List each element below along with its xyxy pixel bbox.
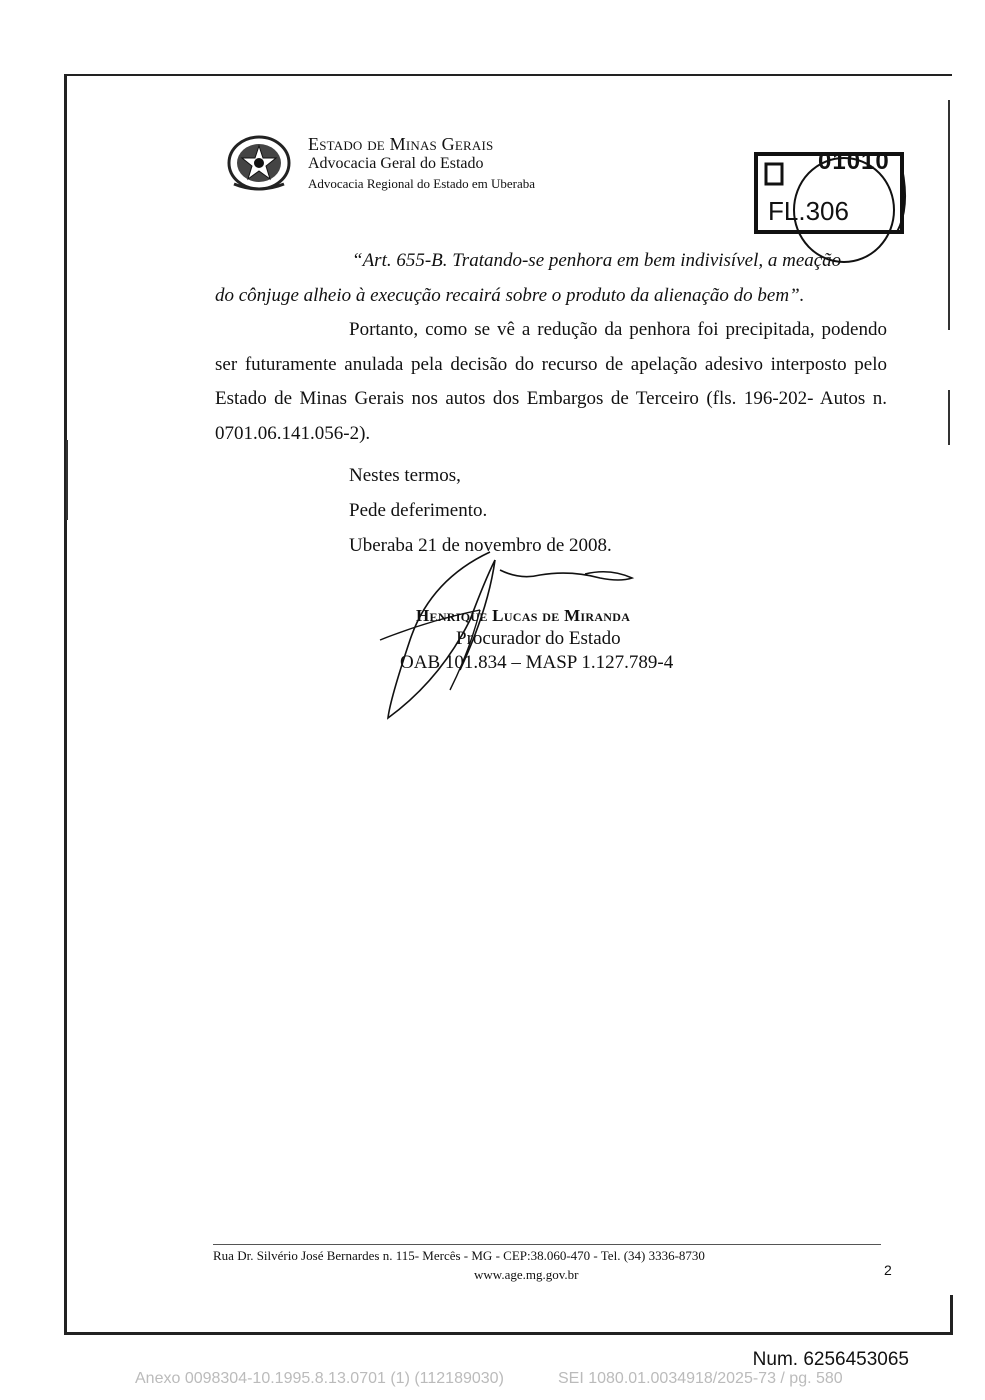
page-frame-left: [64, 74, 67, 1334]
header-regional: Advocacia Regional do Estado em Uberaba: [308, 176, 536, 191]
handwritten-signature-icon: [370, 540, 650, 725]
footer-rule: [213, 1244, 881, 1245]
footer-url: www.age.mg.gov.br: [474, 1267, 579, 1282]
document-num: Num. 6256453065: [752, 1349, 909, 1370]
signatory-name: Henrique Lucas de Miranda: [416, 606, 631, 625]
quoted-article: [215, 244, 890, 313]
footer-address: Rua Dr. Silvério José Bernardes n. 115- Mercês - MG - CEP:38.060-470 - Tel. (34) 3336-8730: [213, 1248, 705, 1263]
closing-terms: Nestes termos,: [349, 465, 461, 486]
quote-line-2: do cônjuge alheio à execução recairá sobre o produto da alienação do bem”.: [215, 284, 805, 306]
page-frame-bottom: [64, 1332, 952, 1335]
stamp-folio: FL.306: [768, 196, 849, 226]
header-state-name: Estado de Minas Gerais: [308, 134, 494, 154]
coat-of-arms-icon: [226, 134, 292, 192]
header-agency: Advocacia Geral do Estado: [308, 155, 484, 172]
page-frame-right: [950, 1295, 953, 1335]
date-line: Uberaba 21 de novembro de 2008.: [349, 535, 612, 556]
body-paragraph: [215, 313, 887, 451]
annex-reference: Anexo 0098304-10.1995.8.13.0701 (1) (112189030): [135, 1370, 504, 1387]
signatory-ids: OAB 101.834 – MASP 1.127.789-4: [400, 652, 674, 673]
page-number: 2: [884, 1262, 892, 1278]
scan-mark: [948, 100, 950, 330]
sei-reference: SEI 1080.01.0034918/2025-73 / pg. 580: [558, 1370, 843, 1387]
page-frame-top: [66, 74, 952, 76]
stamp-number: 01010: [818, 148, 890, 175]
body-paragraph-text: Portanto, como se vê a redução da penhora foi precipitada, podendo ser futuramente anulada pela decisão do recurso de apelação adesivo interposto pelo Estado de Minas Gerais nos autos dos Embargos de Terceiro (fls. 196-202- Autos n. 0701.06.141.056-2).: [215, 319, 887, 444]
scan-mark: [66, 440, 68, 520]
quote-line-1: “Art. 655-B. Tratando-se penhora em bem indivisível, a meação: [352, 250, 842, 271]
closing-request: Pede deferimento.: [349, 500, 488, 521]
scan-mark: [948, 390, 950, 445]
signatory-role: Procurador do Estado: [456, 628, 621, 649]
